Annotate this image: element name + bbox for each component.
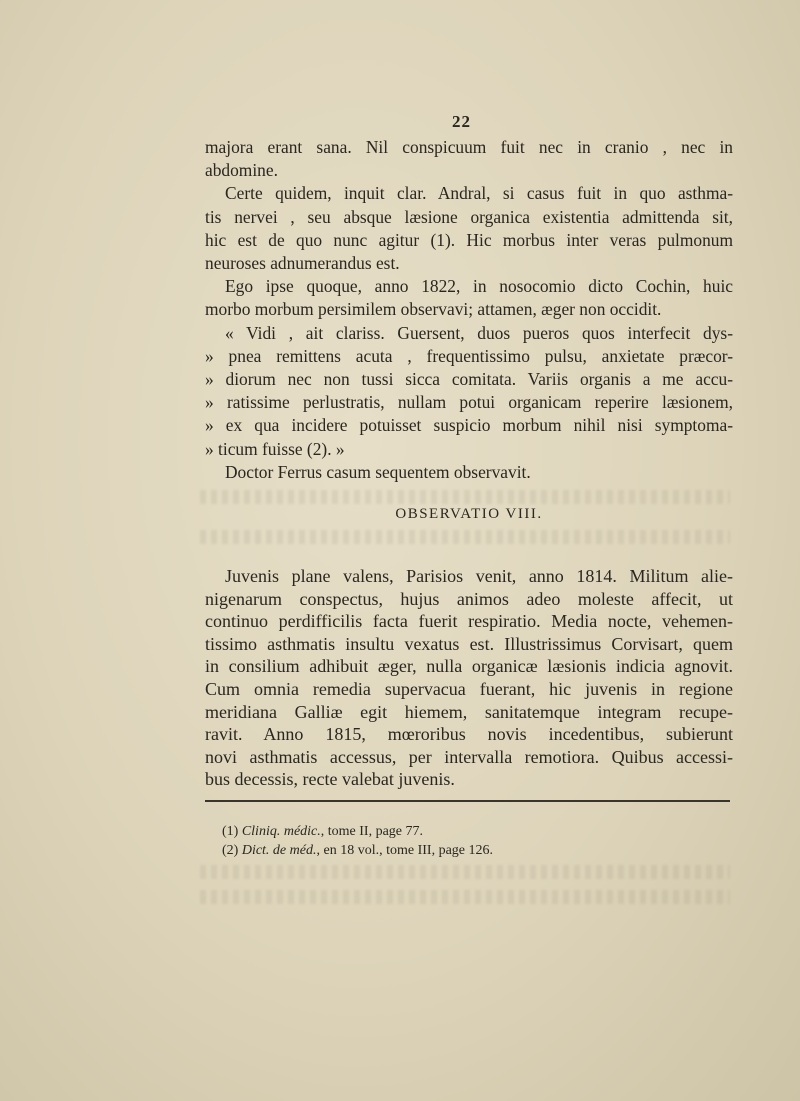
observation-line: Cum omnia remedia supervacua fuerant, hic juvenis in regione — [205, 678, 733, 699]
observation-line: continuo perdifficilis facta fuerit respiratio. Media nocte, vehemen- — [205, 611, 733, 632]
text-line: Doctor Ferrus casum sequentem observavit. — [225, 461, 531, 482]
text-line: » ticum fuisse (2). » — [205, 438, 345, 459]
text-line: » ex qua incidere potuisset suspicio morbum nihil nisi symptoma- — [205, 415, 733, 436]
bleed-through-shadow — [200, 490, 730, 504]
footnote — [222, 822, 722, 841]
footnote-mark: (2) — [222, 843, 239, 858]
text-line: » pnea remittens acuta , frequentissimo pulsu, anxietate præcor- — [205, 345, 733, 366]
bleed-through-shadow — [200, 530, 730, 544]
text-line: hic est de quo nunc agitur (1). Hic morbus inter veras pulmonum — [205, 229, 733, 250]
text-line: » diorum nec non tussi sicca comitata. Variis organis a me accu- — [205, 369, 733, 390]
bleed-through-shadow — [200, 865, 730, 879]
text-line: » ratissime perlustratis, nullam potui organicam reperire læsionem, — [205, 392, 733, 413]
observation-line: in consilium adhibuit æger, nulla organicæ læsionis indicia agnovit. — [205, 656, 733, 677]
footnotes — [222, 822, 722, 860]
footnote-mark: (1) — [222, 824, 239, 839]
text-line: Certe quidem, inquit clar. Andral, si casus fuit in quo asthma- — [225, 183, 733, 204]
footnote-reference: , en 18 vol., tome III, page 126. — [316, 843, 493, 858]
observation-line: tissimo asthmatis insultu vexatus est. Illustrissimus Corvisart, quem — [205, 633, 733, 654]
footnote-reference: , tome II, page 77. — [320, 824, 424, 839]
observation-line: novi asthmatis accessus, per intervalla remotiora. Quibus accessi- — [205, 746, 733, 767]
footnote — [222, 841, 722, 860]
observation-text — [205, 565, 733, 791]
bleed-through-shadow — [200, 890, 730, 904]
observation-line: ravit. Anno 1815, mœroribus novis incedentibus, subierunt — [205, 724, 733, 745]
observation-line: nigenarum conspectus, hujus animos adeo moleste affecit, ut — [205, 588, 733, 609]
text-line: tis nervei , seu absque læsione organica existentia admittenda sit, — [205, 206, 733, 227]
footnote-source-title: Dict. de méd. — [241, 843, 317, 858]
text-line: abdomine. — [205, 160, 278, 181]
observation-heading: OBSERVATIO VIII. — [395, 506, 543, 522]
observation-line: Juvenis plane valens, Parisios venit, anno 1814. Militum alie- — [225, 566, 733, 586]
footnote-source-title: Cliniq. médic. — [241, 824, 321, 839]
text-line: Ego ipse quoque, anno 1822, in nosocomio dicto Cochin, huic — [225, 276, 733, 297]
page-number: 22 — [452, 112, 471, 131]
text-line: morbo morbum persimilem observavi; attamen, æger non occidit. — [205, 299, 662, 320]
observation-line: meridiana Galliæ egit hiemem, sanitatemque integram recupe- — [205, 701, 733, 722]
observation-line: bus decessis, recte valebat juvenis. — [205, 769, 455, 790]
body-text — [205, 136, 733, 484]
text-line: majora erant sana. Nil conspicuum fuit nec in cranio , nec in — [205, 137, 733, 157]
text-line: neuroses adnumerandus est. — [205, 253, 400, 274]
footnote-rule — [205, 800, 730, 802]
text-line: « Vidi , ait clariss. Guersent, duos pueros quos interfecit dys- — [225, 322, 733, 343]
